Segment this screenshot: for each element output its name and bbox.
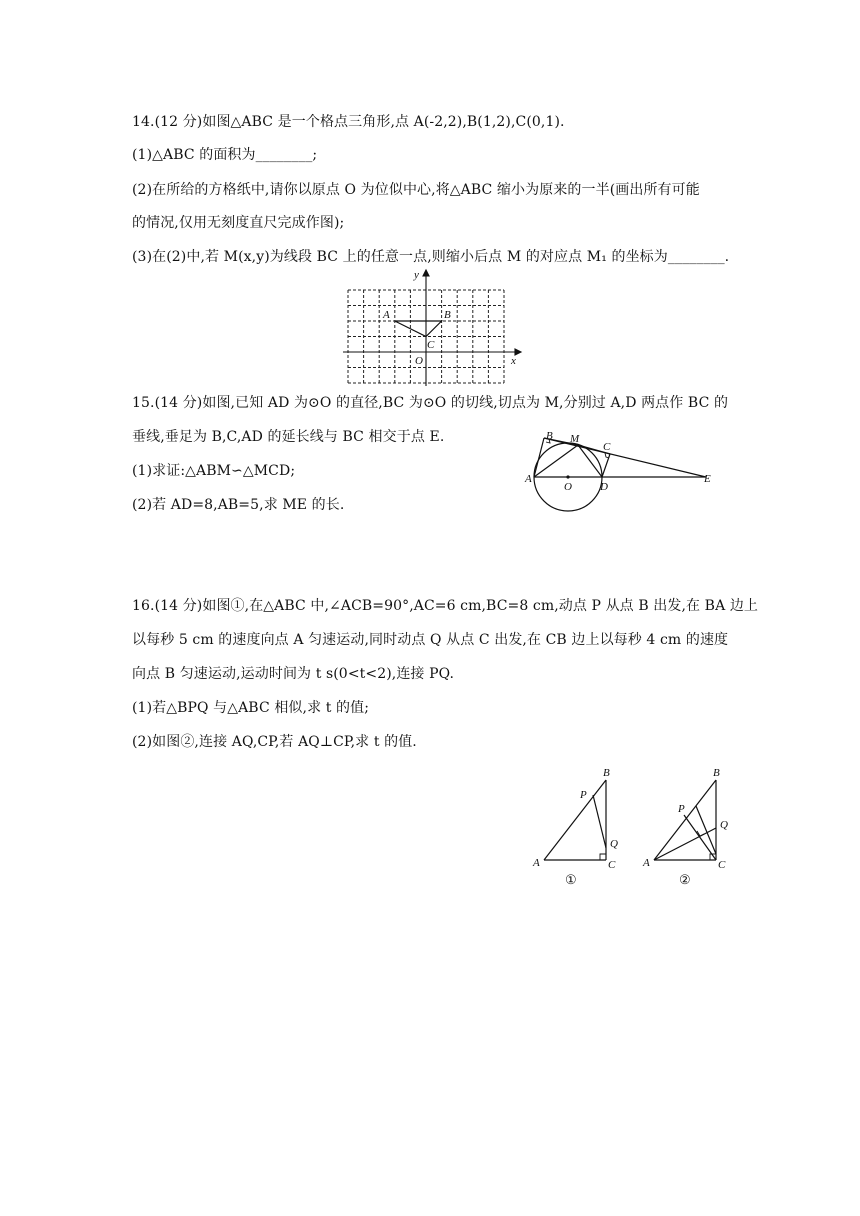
q15-stem-line1: 15.(14 分)如图,已知 AD 为⊙O 的直径,BC 为⊙O 的切线,切点为 M,分别过 A,D 两点作 BC 的 xyxy=(132,395,729,411)
label-c: C xyxy=(608,859,616,871)
label-o: O xyxy=(564,481,572,493)
label-c: C xyxy=(718,859,726,871)
label-b: B xyxy=(444,309,451,321)
q14-stem: 14.(12 分)如图△ABC 是一个格点三角形,点 A(-2,2),B(1,2),C(0,1). xyxy=(132,114,565,130)
q16-figure-2 xyxy=(640,760,740,890)
triangle-abc xyxy=(395,321,442,337)
label-q: Q xyxy=(610,838,618,850)
figure-caption-2: ② xyxy=(679,872,691,887)
segment-aq xyxy=(654,828,716,860)
label-e: E xyxy=(704,473,711,485)
q15-stem-line2: 垂线,垂足为 B,C,AD 的延长线与 BC 相交于点 E. xyxy=(132,429,445,445)
label-d: D xyxy=(600,481,608,493)
label-p: P xyxy=(678,803,685,815)
figure-caption-1: ① xyxy=(565,872,577,887)
q16-stem-line2: 以每秒 5 cm 的速度向点 A 匀速运动,同时动点 Q 从点 C 出发,在 CB 边上以每秒 4 cm 的速度 xyxy=(132,632,729,648)
q14-part1: (1)△ABC 的面积为________; xyxy=(132,147,318,163)
q14-part3: (3)在(2)中,若 M(x,y)为线段 BC 上的任意一点,则缩小后点 M 的对应点 M₁ 的坐标为________. xyxy=(132,249,730,265)
label-a: A xyxy=(383,309,390,321)
q14-part2-line1: (2)在所给的方格纸中,请你以原点 O 为位似中心,将△ABC 缩小为原来的一半(画出所有可能 xyxy=(132,182,700,198)
tangent-be xyxy=(544,438,706,477)
label-c: C xyxy=(427,339,435,351)
label-b: B xyxy=(546,430,553,442)
q15-circle-figure xyxy=(520,424,720,514)
label-a: A xyxy=(525,473,532,485)
q15-part2: (2)若 AD=8,AB=5,求 ME 的长. xyxy=(132,497,345,513)
q16-part2: (2)如图②,连接 AQ,CP,若 AQ⊥CP,求 t 的值. xyxy=(132,734,417,750)
label-b: B xyxy=(603,767,610,779)
q15-part1: (1)求证:△ABM∽△MCD; xyxy=(132,463,296,479)
q14-part2-line2: 的情况,仅用无刻度直尺完成作图); xyxy=(132,215,345,231)
label-a: A xyxy=(533,857,540,869)
q14-grid-figure xyxy=(340,268,530,388)
segment-pq xyxy=(593,795,606,848)
label-p: P xyxy=(580,789,587,801)
q16-stem-line3: 向点 B 匀速运动,运动时间为 t s(0<t<2),连接 PQ. xyxy=(132,666,455,682)
q16-part1: (1)若△BPQ 与△ABC 相似,求 t 的值; xyxy=(132,700,370,716)
label-m: M xyxy=(570,433,580,445)
q16-figure-1 xyxy=(528,760,628,890)
label-o: O xyxy=(415,355,423,367)
label-a: A xyxy=(643,857,650,869)
q16-stem-line1: 16.(14 分)如图①,在△ABC 中,∠ACB=90°,AC=6 cm,BC=8 cm,动点 P 从点 B 出发,在 BA 边上 xyxy=(132,598,759,614)
label-c: C xyxy=(603,441,611,453)
label-x: x xyxy=(511,355,516,367)
segment-cp xyxy=(684,815,716,860)
label-b: B xyxy=(713,767,720,779)
label-q: Q xyxy=(720,819,728,831)
label-y: y xyxy=(414,269,419,281)
